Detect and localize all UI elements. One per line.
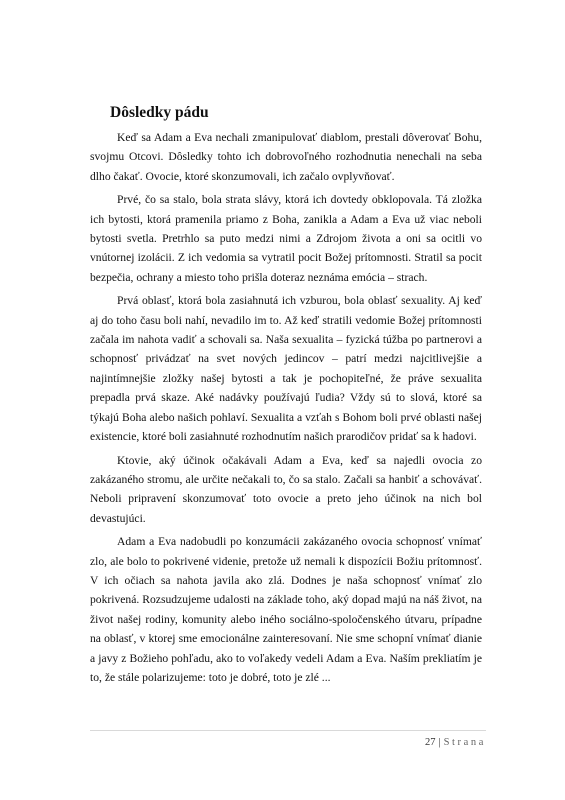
paragraph: Prvá oblasť, ktorá bola zasiahnutá ich vzburou, bola oblasť sexuality. Aj keď aj do toho času boli nahí, nevadilo im to. Až keď stratili vedomie Božej prítomnosti začala im nahota vadiť a schovali sa. Naša sexualita – fyzická túžba po partnerovi a schopnosť privádzať na svet nových jedincov – patrí medzi najcitlivejšie a najintímnejšie zložky našej bytosti a tak je pochopiteľné, že práve sexualita prepadla prvá skaze. Aké nadávky používajú ľudia? Vždy sú to slová, ktoré sa týkajú Boha alebo našich pohlaví. Sexualita a vzťah s Bohom boli prvé oblasti našej existencie, ktoré boli zasiahnuté rozhodnutím našich prarodičov pridať sa k hadovi. (90, 294, 482, 444)
paragraph: Keď sa Adam a Eva nechali zmanipulovať diablom, prestali dôverovať Bohu, svojmu Otcovi. Dôsledky tohto ich dobrovoľného rozhodnutia nenechali na seba dlho čakať. Ovocie, ktoré skonzumovali, ich začalo ovplyvňovať. (90, 131, 482, 183)
footer-divider (90, 730, 486, 731)
page-number: 27 (424, 737, 436, 748)
page-content (90, 103, 482, 691)
page-footer (425, 737, 486, 748)
page-label: Strana (443, 737, 486, 748)
paragraph: Ktovie, aký účinok očakávali Adam a Eva, keď sa najedli ovocia zo zakázaného stromu, ale určite nečakali to, čo sa stalo. Začali sa hanbiť a schovávať. Neboli pripravení skonzumovať toto ovocie a preto jeho účinok na nich bol devastujúci. (90, 453, 482, 525)
paragraph: Prvé, čo sa stalo, bola strata slávy, ktorá ich dovtedy obklopovala. Tá zložka ich bytosti, ktorá pramenila priamo z Boha, zanikla a Adam a Eva už viac neboli bytosti svetla. Pretrhlo sa puto medzi nimi a Zdrojom života a oni sa ocitli vo vnútornej izolácii. Z ich vedomia sa vytratil pocit Božej prítomnosti. Stratil sa pocit bezpečia, ochrany a miesto toho prišla doteraz neznáma emócia – strach. (90, 193, 482, 284)
section-heading: Dôsledky pádu (110, 104, 209, 121)
paragraph: Adam a Eva nadobudli po konzumácii zakázaného ovocia schopnosť vnímať zlo, ale bolo to pokrivené videnie, pretože už nemali k dispozícii Božiu prítomnosť. V ich očiach sa nahota javila ako zlá. Dodnes je naša schopnosť vnímať zlo pokrivená. Rozsudzujeme udalosti na základe toho, aký dopad majú na náš život, na život našej rodiny, komunity alebo iného sociálno-spoločenského útvaru, prípadne na oblasť, v ktorej sme emocionálne zainteresovaní. Nie sme schopní vnímať dianie a javy z Božieho pohľadu, ako to voľakedy vedeli Adam a Eva. Naším prekliatím je to, že stále polarizujeme: toto je dobré, toto je zlé ... (90, 535, 482, 684)
footer-separator: | (438, 737, 441, 748)
